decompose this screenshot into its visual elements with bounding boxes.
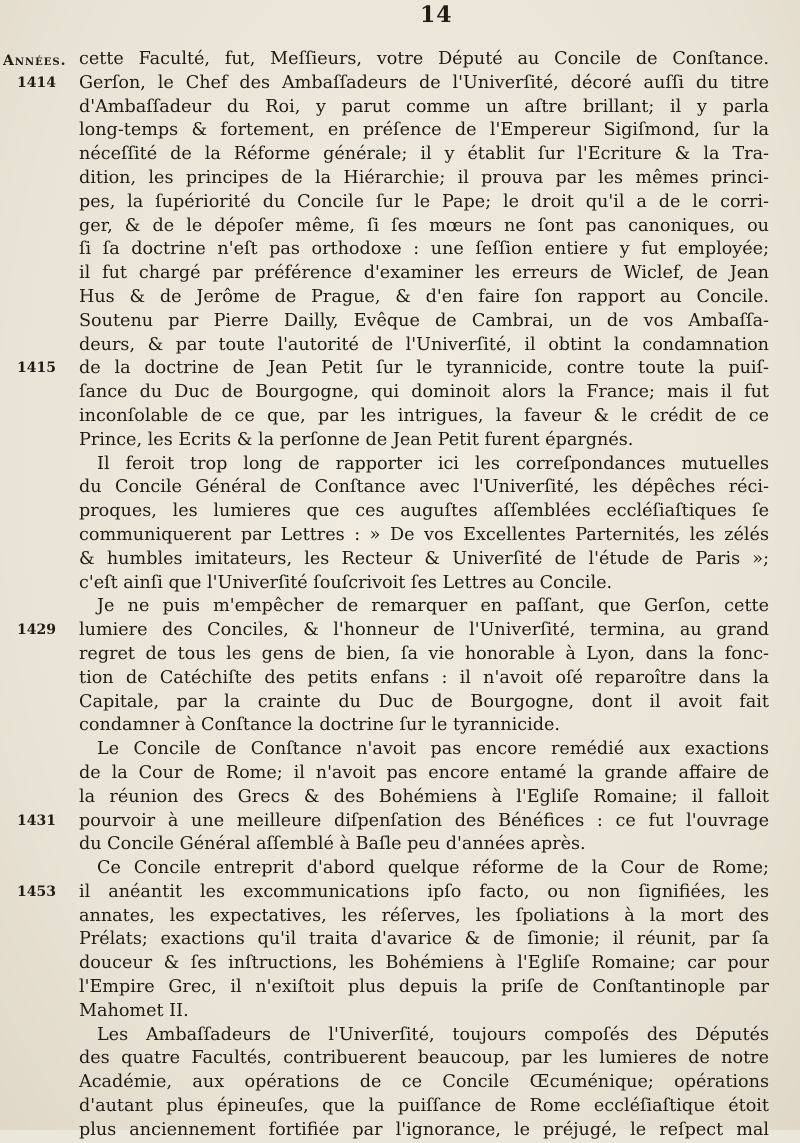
text-line: d'autant plus épineuſes, que la puiſſance de Rome eccléſiaſtique étoit	[79, 1096, 769, 1117]
text-line: inconſolable de ce que, par les intrigues, la faveur & le crédit de ce	[79, 405, 769, 426]
text-line: néceſſité de la Réforme générale; il y établit ſur l'Ecriture & la Tra-	[79, 144, 769, 165]
text-line: de la doctrine de Jean Petit ſur le tyrannicide, contre toute la puiſ-	[79, 358, 769, 379]
text-line: du Concile Général aſſemblé à Baſle peu d'années après.	[79, 834, 586, 855]
text-line: regret de tous les gens de bien, ſa vie honorable à Lyon, dans la fonc-	[79, 643, 769, 664]
page-number: 14	[420, 2, 453, 28]
text-line: Les Ambaſſadeurs de l'Univerſité, toujours compoſés des Députés	[97, 1024, 769, 1045]
text-line: proques, les lumieres que ces auguſtes aſſemblées eccléſiaſtiques ſe	[79, 501, 769, 522]
text-line: d'Ambaſſadeur du Roi, y parut comme un aſtre brillant; il y parla	[79, 96, 769, 117]
text-line: la réunion des Grecs & des Bohémiens à l'Egliſe Romaine; il falloit	[79, 786, 769, 807]
text-line: pourvoir à une meilleure diſpenſation des Bénéfices : ce fut l'ouvrage	[79, 810, 769, 831]
text-line: cette Faculté, fut, Meſſieurs, votre Député au Concile de Conſtance.	[79, 49, 769, 69]
text-line: Le Concile de Conſtance n'avoit pas encore remédié aux exactions	[97, 739, 769, 760]
text-line: tion de Catéchiſte des petits enfans : il n'avoit oſé reparoître dans la	[79, 667, 769, 688]
body-text	[79, 48, 769, 1143]
text-line: de la Cour de Rome; il n'avoit pas encore entamé la grande affaire de	[79, 762, 769, 783]
text-line: Hus & de Jerôme de Prague, & d'en faire ſon rapport au Concile.	[79, 286, 769, 307]
text-line: lumiere des Conciles, & l'honneur de l'Univerſité, termina, au grand	[79, 620, 769, 641]
text-line: Je ne puis m'empêcher de remarquer en paſſant, que Gerſon, cette	[97, 596, 769, 617]
text-line: ſance du Duc de Bourgogne, qui dominoit alors la France; mais il fut	[79, 382, 769, 403]
margin-year: 1453	[17, 884, 56, 900]
text-line: Mahomet II.	[79, 1000, 189, 1021]
margin-year: 1415	[17, 360, 56, 377]
text-line: Ce Concile entreprit d'abord quelque réforme de la Cour de Rome;	[97, 858, 769, 879]
text-line: c'eſt ainſi que l'Univerſité ſouſcrivoit ſes Lettres au Concile.	[79, 572, 613, 593]
text-line: Prélats; exactions qu'il traita d'avarice & de ſimonie; il réunit, par ſa	[79, 929, 769, 950]
margin-year: 1431	[17, 812, 56, 829]
text-line: Académie, aux opérations de ce Concile Œcuménique; opérations	[79, 1072, 769, 1093]
text-line: ſi ſa doctrine n'eſt pas orthodoxe : une ſeſſion entiere y fut employée;	[79, 239, 769, 260]
text-line: douceur & ſes inſtructions, les Bohémiens à l'Egliſe Romaine; car pour	[79, 953, 769, 974]
margin-heading: Années.	[3, 53, 67, 69]
text-line: du Concile Général de Conſtance avec l'Univerſité, les dépêches réci-	[79, 477, 769, 498]
text-line: il anéantit les excommunications ipſo facto, ou non ſignifiées, les	[79, 881, 769, 902]
text-line: Il feroit trop long de rapporter ici les correſpondances mutuelles	[97, 453, 769, 474]
margin-year: 1429	[17, 622, 56, 639]
text-line: Prince, les Ecrits & la perſonne de Jean Petit furent épargnés.	[79, 429, 634, 450]
text-line: Soutenu par Pierre Dailly, Evêque de Cambrai, un de vos Ambaſſa-	[79, 310, 769, 331]
text-line: des quatre Facultés, contribuerent beaucoup, par les lumieres de notre	[79, 1048, 769, 1069]
text-line: annates, les expectatives, les réſerves, les ſpoliations à la mort des	[79, 905, 769, 926]
text-line: deurs, & par toute l'autorité de l'Univerſité, il obtint la condamnation	[79, 334, 769, 355]
text-line: ger, & de le dépoſer même, ſi ſes mœurs ne ſont pas canoniques, ou	[79, 215, 769, 236]
text-line: pes, la ſupériorité du Concile ſur le Pape; le droit qu'il a de le corri-	[79, 191, 769, 212]
text-line: il fut chargé par préférence d'examiner les erreurs de Wiclef, de Jean	[79, 263, 769, 284]
text-line: condamner à Conſtance la doctrine ſur le tyrannicide.	[79, 715, 560, 736]
text-line: plus anciennement fortifiée par l'ignorance, le préjugé, le reſpect mal	[79, 1119, 769, 1140]
text-line: dition, les principes de la Hiérarchie; il prouva par les mêmes princi-	[79, 167, 769, 188]
text-line: l'Empire Grec, il n'exiſtoit plus depuis la priſe de Conſtantinople par	[79, 977, 769, 998]
text-line: Gerſon, le Chef des Ambaſſadeurs de l'Univerſité, décoré auſſi du titre	[79, 72, 769, 93]
text-line: communiquerent par Lettres : » De vos Excellentes Parternités, les zélés	[79, 524, 769, 545]
text-line: Capitale, par la crainte du Duc de Bourgogne, dont il avoit fait	[79, 691, 769, 712]
text-line: & humbles imitateurs, les Recteur & Univerſité de l'étude de Paris »;	[79, 548, 769, 569]
text-line: long-temps & fortement, en préſence de l'Empereur Sigiſmond, ſur la	[79, 120, 769, 141]
margin-year: 1414	[17, 74, 56, 91]
